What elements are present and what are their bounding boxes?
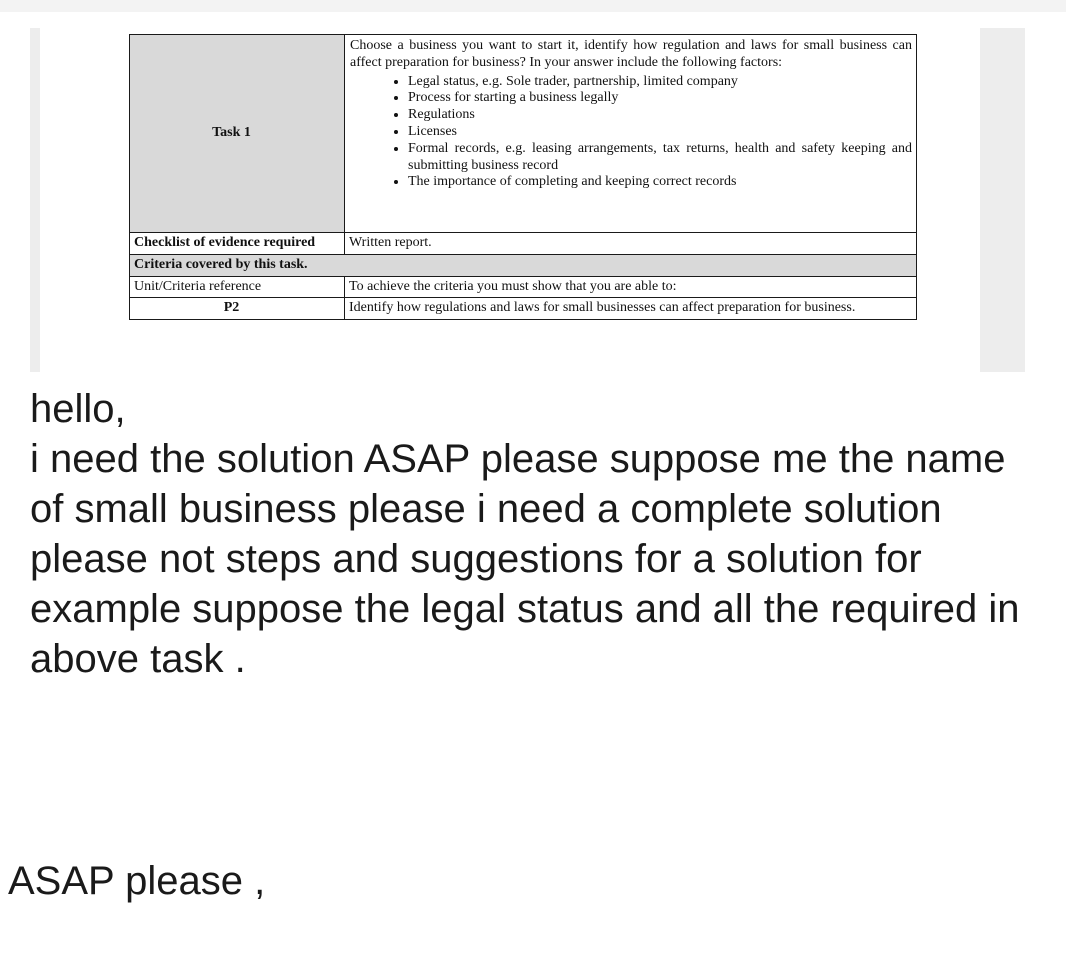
question-message <box>30 384 1040 684</box>
task-description-cell <box>345 35 917 233</box>
checklist-row <box>130 233 917 255</box>
unit-reference-label: Unit/Criteria reference <box>130 276 345 298</box>
factor-item: • Formal records, e.g. leasing arrangements, tax returns, health and safety keeping and submitting business record <box>408 141 912 175</box>
factor-item: • Licenses <box>408 124 912 141</box>
criteria-text: Identify how regulations and laws for small businesses can affect preparation for business. <box>345 298 917 320</box>
assignment-table <box>129 34 917 320</box>
top-strip <box>0 0 1066 12</box>
message-body: i need the solution ASAP please suppose me the name of small business please i need a complete solution please not steps and suggestions for a solution for example suppose the legal status and all the required in above task . <box>30 437 1020 681</box>
message-greeting: hello, <box>30 387 126 431</box>
criteria-header: Criteria covered by this task. <box>130 254 917 276</box>
factor-item: • The importance of completing and keeping correct records <box>408 174 912 191</box>
checklist-value: Written report. <box>345 233 917 255</box>
task-description: Choose a business you want to start it, identify how regulation and laws for small business can affect preparation for business? In your answer include the following factors: <box>350 38 912 70</box>
footer-note: ASAP please , <box>8 859 266 903</box>
factor-item: • Regulations <box>408 107 912 124</box>
criteria-code: P2 <box>130 298 345 320</box>
factor-list <box>350 74 912 192</box>
factor-item: • Process for starting a business legally <box>408 90 912 107</box>
factor-item: • Legal status, e.g. Sole trader, partnership, limited company <box>408 74 912 91</box>
achieve-intro: To achieve the criteria you must show that you are able to: <box>345 276 917 298</box>
task-row <box>130 35 917 233</box>
checklist-label: Checklist of evidence required <box>130 233 345 255</box>
unit-reference-row <box>130 276 917 298</box>
criteria-row <box>130 298 917 320</box>
criteria-header-row <box>130 254 917 276</box>
task-label: Task 1 <box>130 35 345 233</box>
